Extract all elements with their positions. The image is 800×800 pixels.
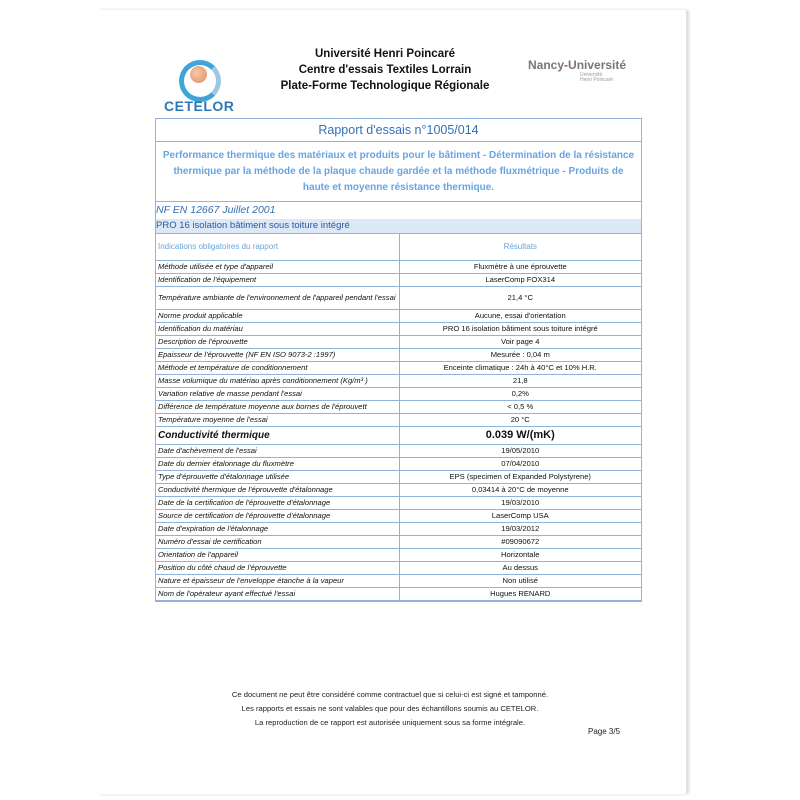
row-label: Date du dernier étalonnage du fluxmètre bbox=[156, 458, 399, 471]
row-value: 0,03414 à 20°C de moyenne bbox=[399, 484, 641, 497]
row-label: Nom de l'opérateur ayant effectué l'essai bbox=[156, 588, 399, 601]
table-row bbox=[156, 562, 641, 575]
report-subtitle: Performance thermique des matériaux et produits pour le bâtiment - Détermination de la résistance thermique par la méthode de la plaque chaude gardée et la méthode fluxmétrique - Produits de haute et moyenne résistance thermique. bbox=[156, 142, 641, 202]
row-label: Conductivité thermique de l'éprouvette d'étalonnage bbox=[156, 484, 399, 497]
row-label: Température moyenne de l'essai bbox=[156, 414, 399, 427]
row-value: LaserComp FOX314 bbox=[399, 274, 641, 287]
row-value: 21,4 °C bbox=[399, 287, 641, 310]
row-label: Identification de l'équipement bbox=[156, 274, 399, 287]
report-product: PRO 16 isolation bâtiment sous toiture intégré bbox=[156, 219, 641, 234]
row-label: Orientation de l'appareil bbox=[156, 549, 399, 562]
row-value: 19/03/2012 bbox=[399, 523, 641, 536]
row-label: Type d'éprouvette d'étalonnage utilisée bbox=[156, 471, 399, 484]
row-label: Numéro d'essai de certification bbox=[156, 536, 399, 549]
nancy-universite-logo bbox=[528, 58, 638, 98]
row-value: PRO 16 isolation bâtiment sous toiture intégré bbox=[399, 323, 641, 336]
row-value: EPS (specimen of Expanded Polystyrene) bbox=[399, 471, 641, 484]
report-norm: NF EN 12667 Juillet 2001 bbox=[156, 204, 276, 216]
row-value: 0,2% bbox=[399, 388, 641, 401]
row-value: Aucune, essai d'orientation bbox=[399, 310, 641, 323]
table-row bbox=[156, 536, 641, 549]
row-value: Hugues RENARD bbox=[399, 588, 641, 601]
row-label: Différence de température moyenne aux bornes de l'éprouvett bbox=[156, 401, 399, 414]
table-row bbox=[156, 588, 641, 601]
table-row bbox=[156, 323, 641, 336]
table-row bbox=[156, 414, 641, 427]
row-label: Source de certification de l'éprouvette d'étalonnage bbox=[156, 510, 399, 523]
row-value: Au dessus bbox=[399, 562, 641, 575]
row-value: Non utilisé bbox=[399, 575, 641, 588]
table-row bbox=[156, 401, 641, 414]
row-value: 19/03/2010 bbox=[399, 497, 641, 510]
table-row bbox=[156, 575, 641, 588]
footer-line-1: Ce document ne peut être considéré comme contractuel que si celui-ci est signé et tamponné. bbox=[231, 690, 549, 699]
header-line-3: Plate-Forme Technologique Régionale bbox=[280, 80, 490, 92]
row-label: Position du côté chaud de l'éprouvette bbox=[156, 562, 399, 575]
row-label: Description de l'éprouvette bbox=[156, 336, 399, 349]
table-row bbox=[156, 336, 641, 349]
table-row bbox=[156, 549, 641, 562]
row-label: Méthode utilisée et type d'appareil bbox=[156, 261, 399, 274]
table-row bbox=[156, 497, 641, 510]
cetelor-logo bbox=[164, 56, 244, 116]
row-value: Fluxmètre à une éprouvette bbox=[399, 261, 641, 274]
row-value: LaserComp USA bbox=[399, 510, 641, 523]
row-value: < 0,5 % bbox=[399, 401, 641, 414]
table-row bbox=[156, 375, 641, 388]
row-label: Date d'expiration de l'étalonnage bbox=[156, 523, 399, 536]
table-row bbox=[156, 362, 641, 375]
row-label: Date de la certification de l'éprouvette d'étalonnage bbox=[156, 497, 399, 510]
nancy-universite-subtext: Université Henri Poincaré bbox=[580, 72, 614, 83]
header-institution bbox=[270, 46, 500, 94]
row-label: Norme produit applicable bbox=[156, 310, 399, 323]
row-value: 19/05/2010 bbox=[399, 445, 641, 458]
row-label: Date d'achèvement de l'essai bbox=[156, 445, 399, 458]
row-value: Voir page 4 bbox=[399, 336, 641, 349]
table-row bbox=[156, 274, 641, 287]
table-header-row bbox=[156, 234, 641, 261]
footer-line-2: Les rapports et essais ne sont valables que pour des échantillons soumis au CETELOR. bbox=[241, 704, 539, 713]
row-value: Horizontale bbox=[399, 549, 641, 562]
col-header-indications: Indications obligatoires du rapport bbox=[156, 234, 399, 261]
row-label: Nature et épaisseur de l'enveloppe étanche à la vapeur bbox=[156, 575, 399, 588]
table-row bbox=[156, 445, 641, 458]
header-line-1: Université Henri Poincaré bbox=[315, 48, 455, 60]
footer-notes bbox=[180, 688, 600, 730]
row-label: Epaisseur de l'éprouvette (NF EN ISO 9073-2 :1997) bbox=[156, 349, 399, 362]
results-table bbox=[156, 234, 641, 601]
row-value: Mesurée : 0,04 m bbox=[399, 349, 641, 362]
col-header-results: Résultats bbox=[399, 234, 641, 261]
table-row bbox=[156, 261, 641, 274]
cetelor-logo-text: CETELOR bbox=[164, 98, 235, 114]
row-label: Température ambiante de l'environnement de l'appareil pendant l'essai bbox=[156, 287, 399, 310]
nancy-universite-text: Nancy-Université bbox=[528, 58, 627, 72]
table-row bbox=[156, 310, 641, 323]
cetelor-logo-dot-icon bbox=[190, 66, 207, 83]
report-title: Rapport d'essais n°1005/014 bbox=[156, 119, 641, 142]
table-row bbox=[156, 427, 641, 445]
row-value: 07/04/2010 bbox=[399, 458, 641, 471]
table-row bbox=[156, 484, 641, 497]
footer-line-3: La reproduction de ce rapport est autorisée uniquement sous sa forme intégrale. bbox=[254, 718, 526, 727]
row-value: 0.039 W/(mK) bbox=[399, 427, 641, 445]
row-label: Identification du matériau bbox=[156, 323, 399, 336]
table-row bbox=[156, 349, 641, 362]
table-row bbox=[156, 287, 641, 310]
row-value: #09090672 bbox=[399, 536, 641, 549]
page-number: Page 3/5 bbox=[588, 727, 621, 736]
row-label: Variation relative de masse pendant l'essai bbox=[156, 388, 399, 401]
table-row bbox=[156, 523, 641, 536]
row-value: Enceinte climatique : 24h à 40°C et 10% H.R. bbox=[399, 362, 641, 375]
row-value: 20 °C bbox=[399, 414, 641, 427]
row-label: Masse volumique du matériau après conditionnement (Kg/m³ ) bbox=[156, 375, 399, 388]
table-row bbox=[156, 471, 641, 484]
header-line-2: Centre d'essais Textiles Lorrain bbox=[298, 64, 472, 76]
report-box bbox=[155, 118, 642, 602]
table-row bbox=[156, 510, 641, 523]
table-row bbox=[156, 458, 641, 471]
row-label: Conductivité thermique bbox=[156, 427, 399, 445]
table-row bbox=[156, 388, 641, 401]
row-label: Méthode et température de conditionnement bbox=[156, 362, 399, 375]
row-value: 21,8 bbox=[399, 375, 641, 388]
